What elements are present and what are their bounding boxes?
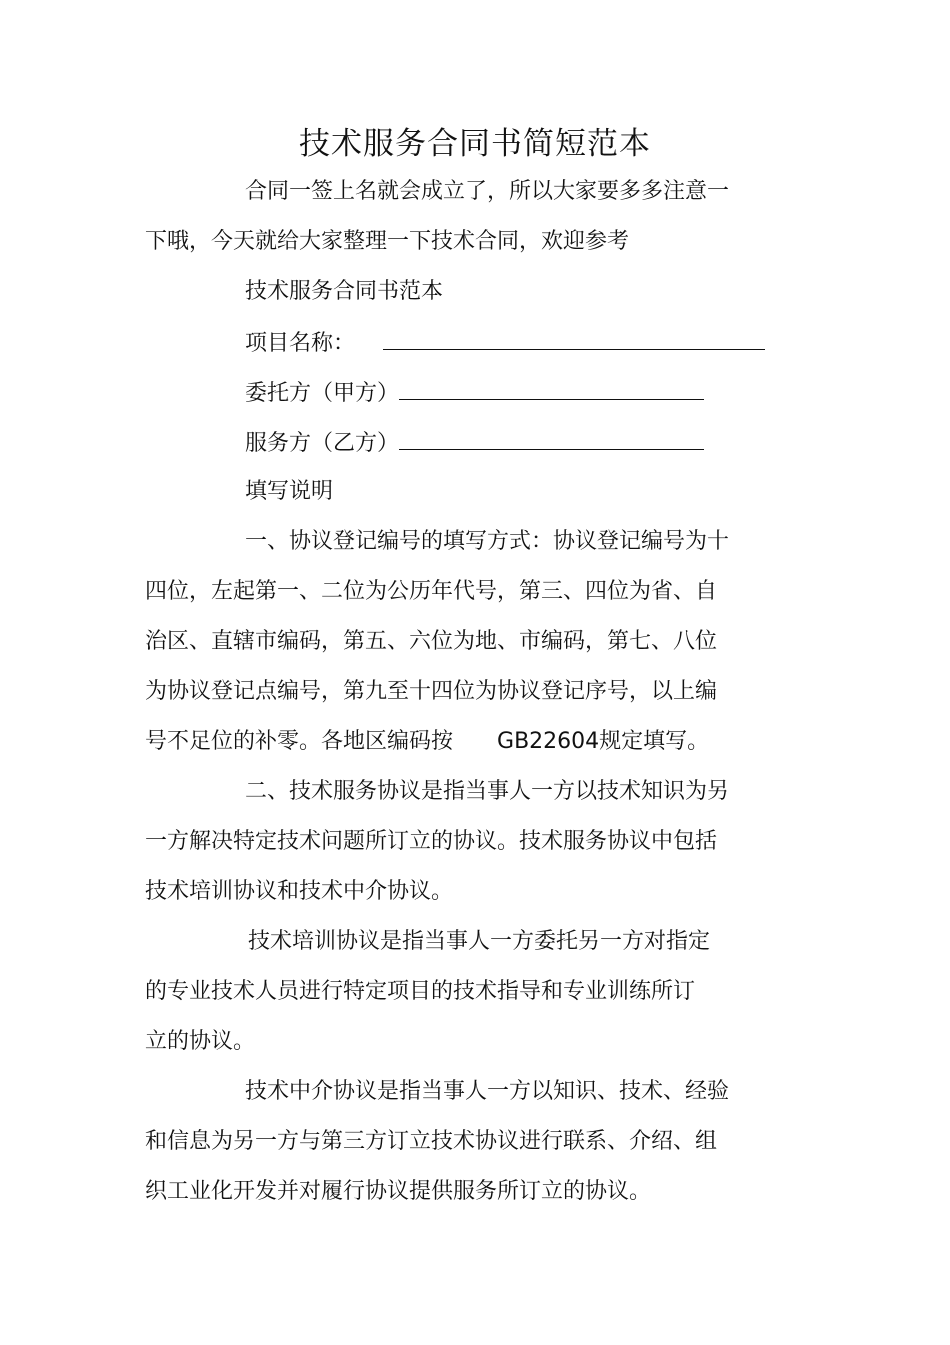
section1-line-3: 治区、直辖市编码，第五、六位为地、市编码，第七、八位 [145, 629, 718, 654]
project-name-blank[interactable] [383, 327, 765, 350]
training-line-1: 技术培训协议是指当事人一方委托另一方对指定 [248, 929, 711, 954]
client-label: 委托方（甲方） [245, 381, 400, 406]
intro-line-2: 下哦，今天就给大家整理一下技术合同，欢迎参考 [145, 229, 630, 254]
client-field [245, 377, 704, 409]
agency-line-2: 和信息为另一方与第三方订立技术协议进行联系、介绍、组 [145, 1129, 718, 1154]
section1-line-2: 四位，左起第一、二位为公历年代号，第三、四位为省、自 [145, 579, 718, 604]
section2-line-3: 技术培训协议和技术中介协议。 [145, 879, 454, 904]
training-line-2: 的专业技术人员进行特定项目的技术指导和专业训练所订 [145, 979, 696, 1004]
document-title: 技术服务合同书简短范本 [299, 126, 651, 162]
provider-label: 服务方（乙方） [245, 431, 400, 456]
section2-line-1: 二、技术服务协议是指当事人一方以技术知识为另 [245, 779, 730, 804]
section1-line-5a: 号不足位的补零。各地区编码按 [145, 729, 454, 754]
provider-blank[interactable] [399, 427, 704, 450]
provider-field [245, 427, 704, 459]
section1-line-5 [145, 727, 709, 757]
training-line-3: 立的协议。 [145, 1029, 256, 1054]
section2-line-2: 一方解决特定技术问题所订立的协议。技术服务协议中包括 [145, 829, 718, 854]
section1-line-4: 为协议登记点编号，第九至十四位为协议登记序号，以上编 [145, 679, 718, 704]
intro-line-1: 合同一签上名就会成立了，所以大家要多多注意一 [245, 179, 730, 204]
project-name-label: 项目名称： [245, 331, 356, 356]
agency-line-1: 技术中介协议是指当事人一方以知识、技术、经验 [245, 1079, 730, 1104]
section1-line-1: 一、协议登记编号的填写方式：协议登记编号为十 [245, 529, 730, 554]
contract-subtitle: 技术服务合同书范本 [245, 279, 444, 304]
client-blank[interactable] [399, 377, 704, 400]
agency-line-3: 织工业化开发并对履行协议提供服务所订立的协议。 [145, 1179, 652, 1204]
section1-line-5b: GB22604规定填写。 [497, 729, 710, 754]
fill-instructions-heading: 填写说明 [245, 479, 334, 504]
project-name-field [245, 327, 765, 359]
